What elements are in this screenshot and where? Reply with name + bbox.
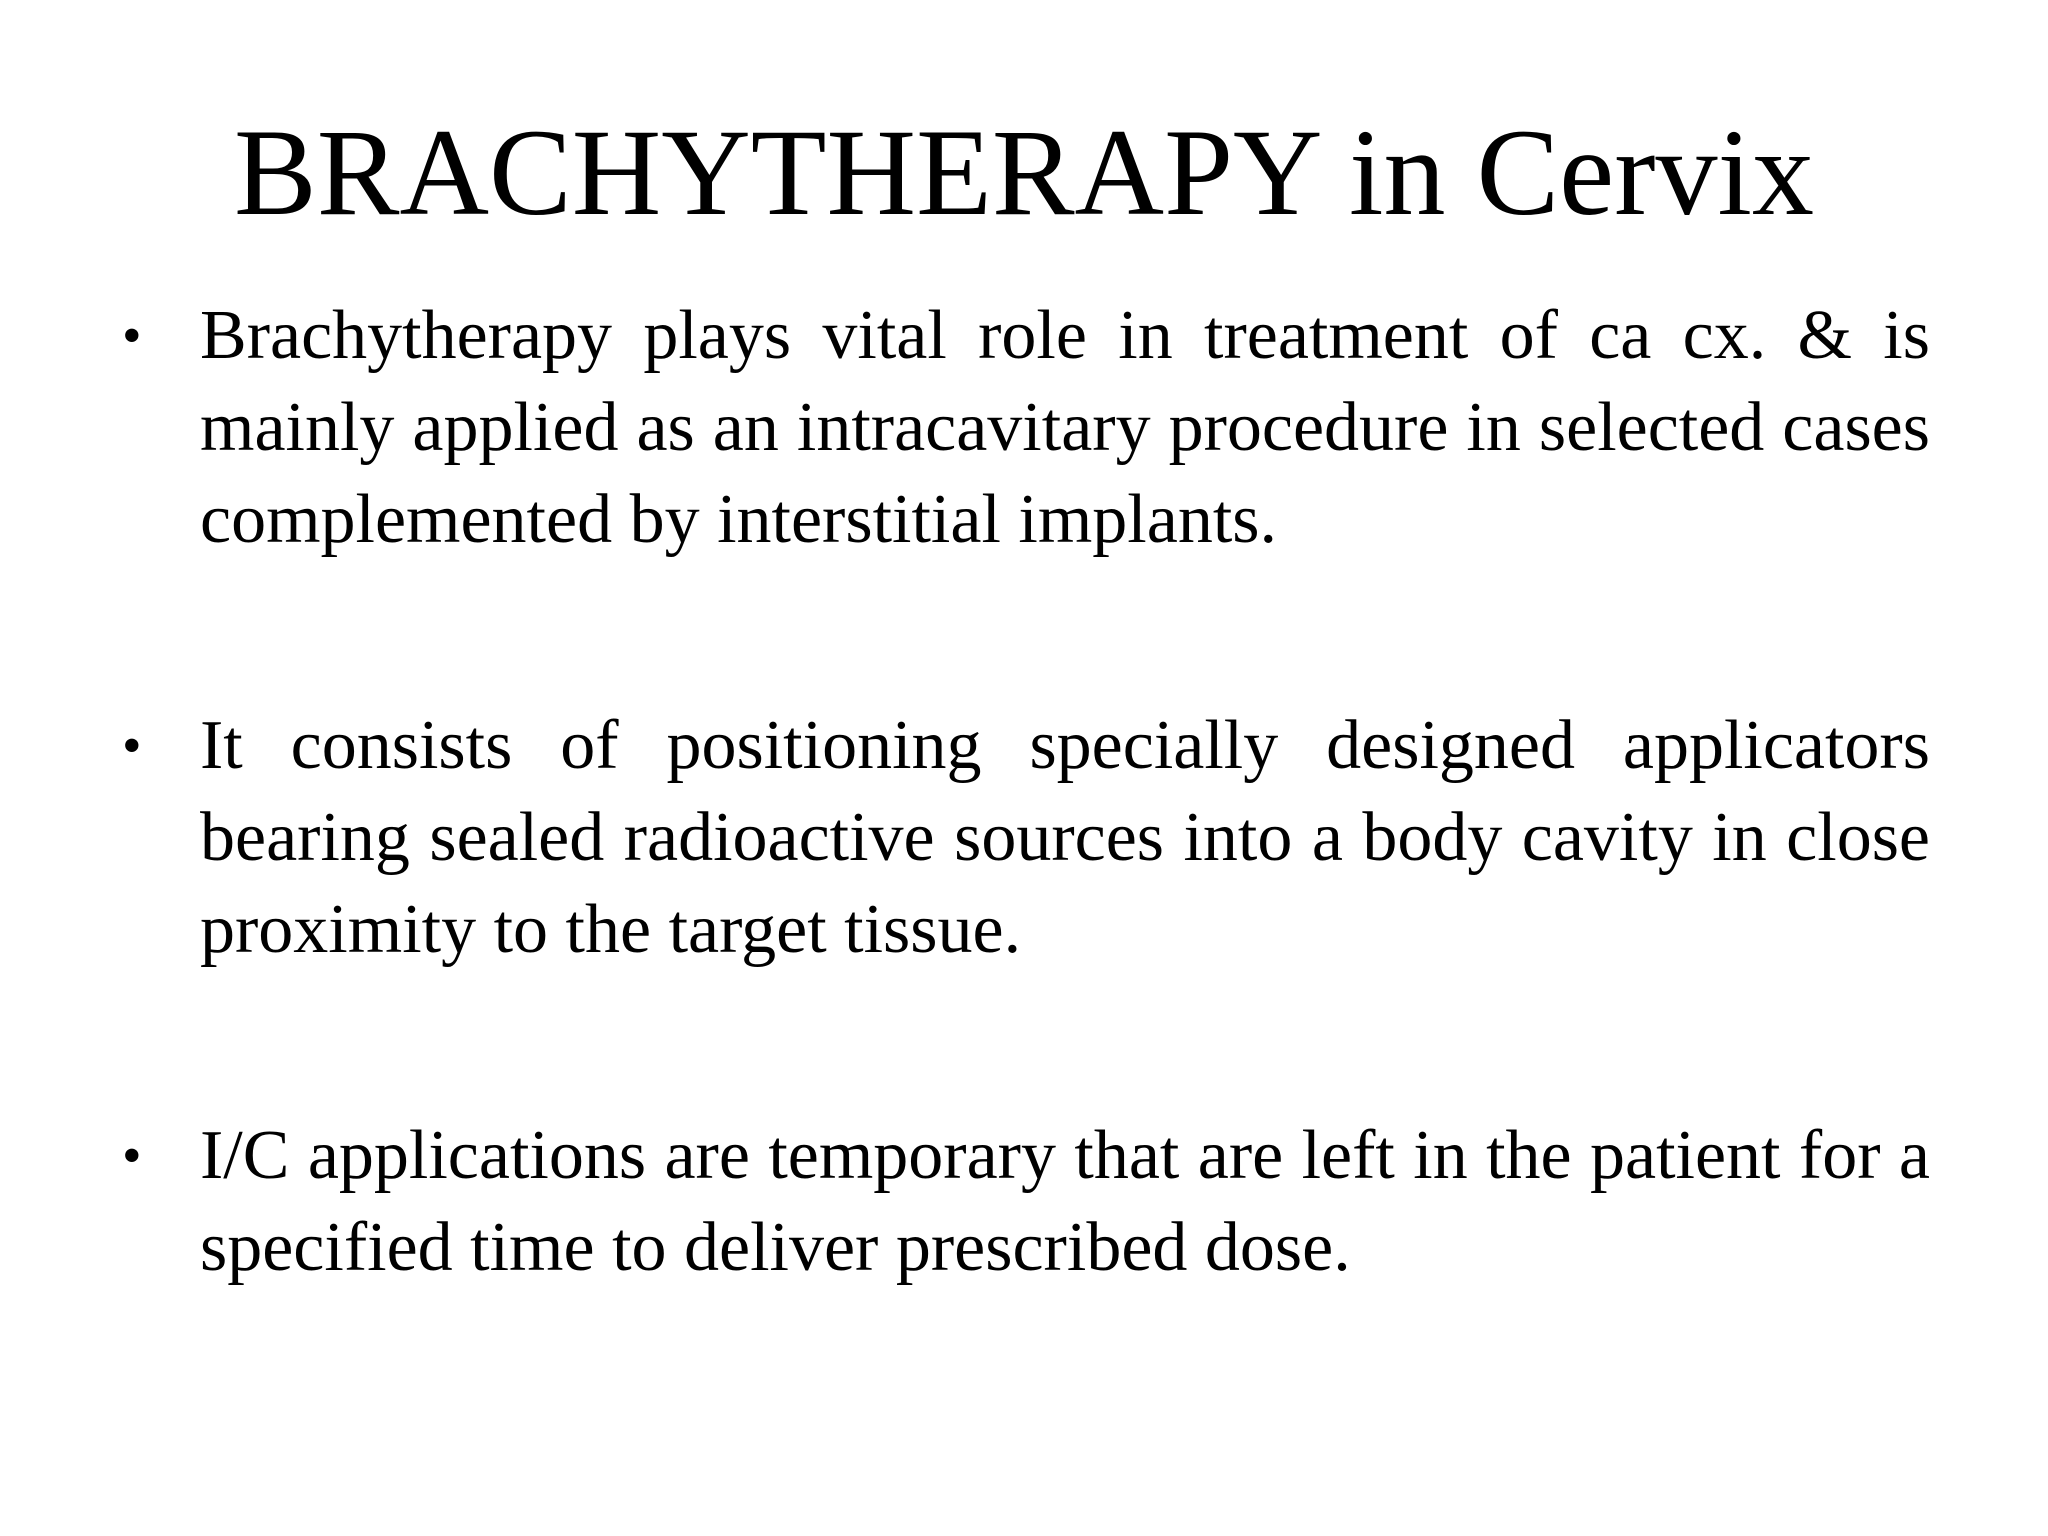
bullet-item	[122, 290, 1930, 566]
bullet-text: I/C applications are temporary that are left in the patient for a specified time to deliver prescribed dose.	[200, 1117, 1930, 1286]
bullet-icon: •	[122, 715, 142, 777]
bullet-text: Brachytherapy plays vital role in treatment of ca cx. & is mainly applied as an intracavitary procedure in selected cases complemented by interstitial implants.	[200, 297, 1930, 558]
bullet-item	[122, 700, 1930, 976]
slide-title: BRACHYTHERAPY in Cervix	[234, 104, 1814, 241]
bullet-item	[122, 1110, 1930, 1294]
bullet-icon: •	[122, 305, 142, 367]
bullet-icon: •	[122, 1125, 142, 1187]
bullet-text: It consists of positioning specially designed applicators bearing sealed radioactive sources into a body cavity in close proximity to the target tissue.	[200, 707, 1930, 968]
